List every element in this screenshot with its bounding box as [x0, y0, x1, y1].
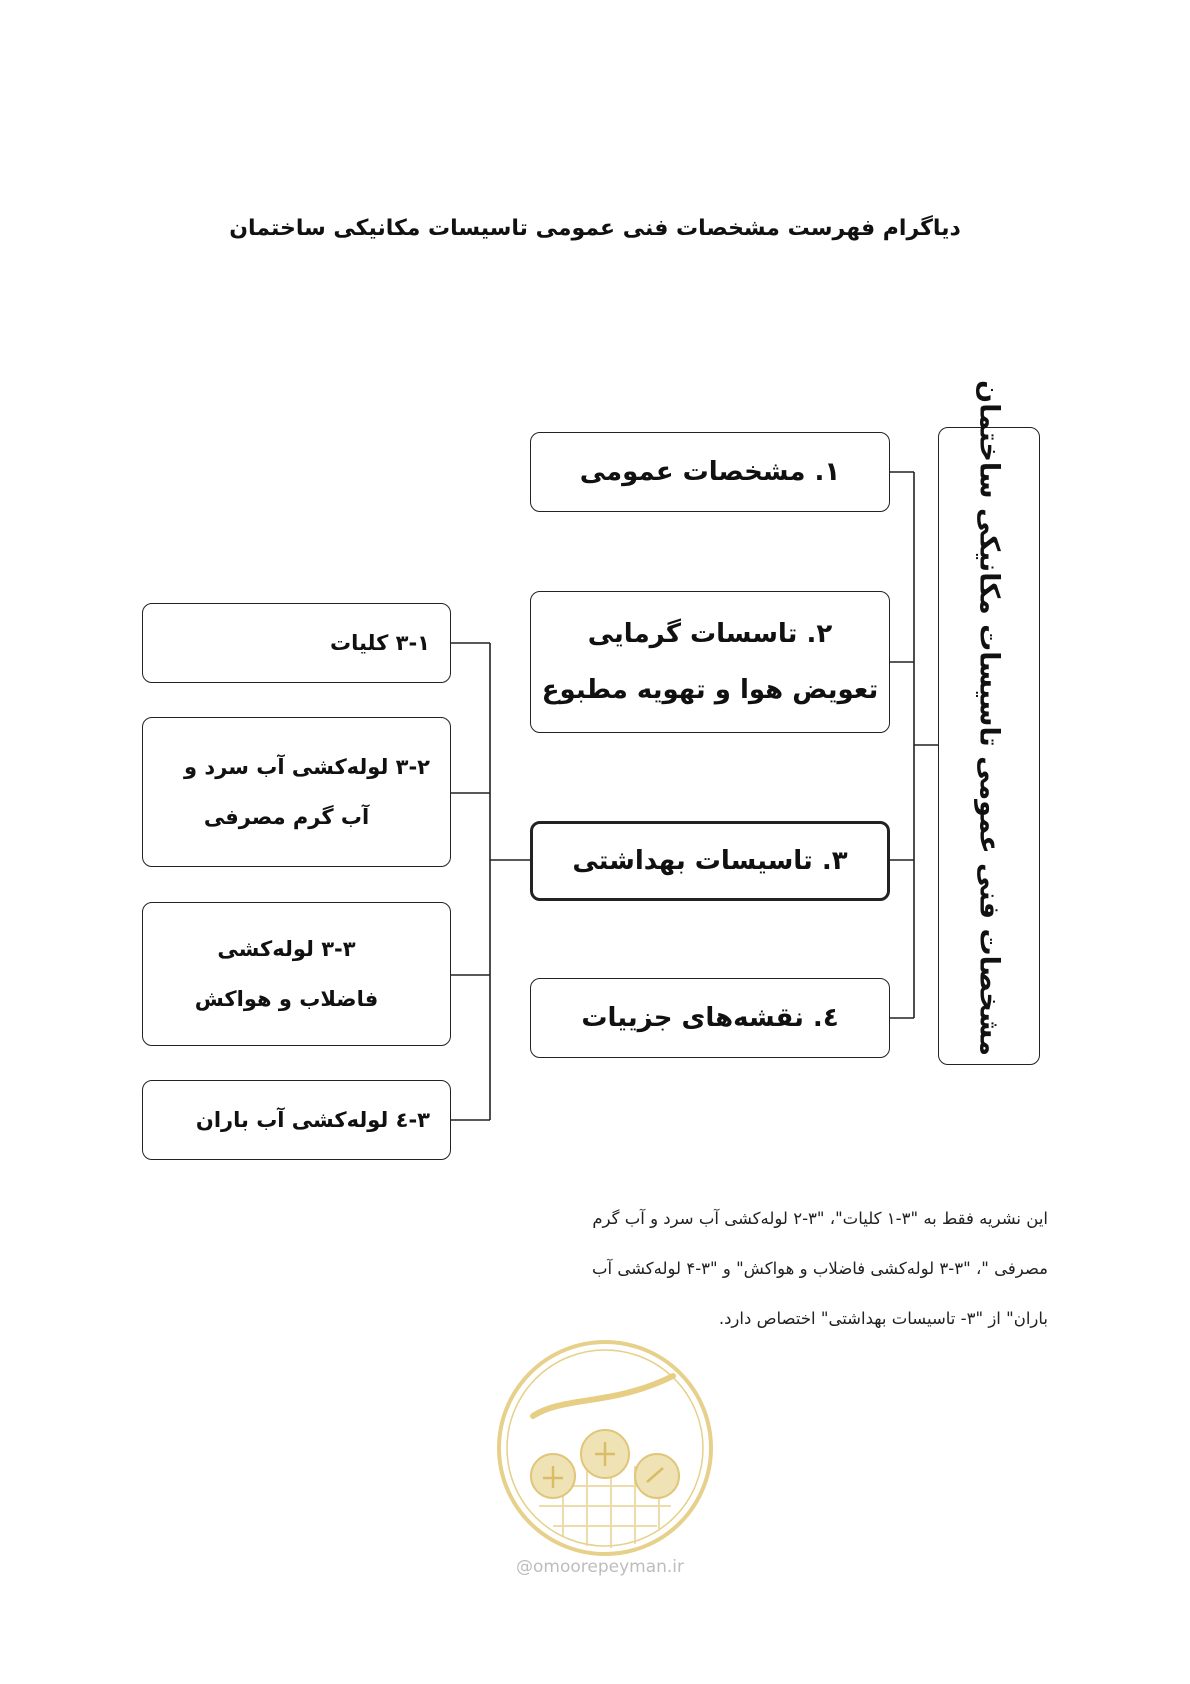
subsection-rainwater: [142, 1080, 451, 1160]
section-plumbing: [530, 821, 890, 901]
watermark-site: @omoorepeyman.ir: [515, 1557, 685, 1577]
note-line: این نشریه فقط به "۳-۱ کلیات"، "۳-۲ لوله‌کشی آب سرد و آب گرم: [592, 1209, 1048, 1228]
section-label-line2: تعویض هوا و تهویه مطبوع: [541, 675, 879, 705]
subsection-label: ۳-۱ کلیات: [329, 631, 430, 655]
watermark-logo: [493, 1336, 717, 1560]
root-label: مشخصات فنی عمومی تاسیسات مکانیکی ساختمان: [973, 380, 1005, 1056]
section-label: ۳. تاسیسات بهداشتی: [572, 846, 848, 876]
subsection-water-piping: [142, 717, 451, 867]
note-line: مصرفی "، "۳-۳ لوله‌کشی فاضلاب و هواکش" و "۳-۴ لوله‌کشی آب: [591, 1259, 1048, 1278]
root-box: [938, 380, 1040, 1065]
subsection-drainage-vent: [142, 902, 451, 1046]
section-label: ۲. تاسسات گرمایی: [587, 619, 833, 649]
scope-note: [560, 1194, 1048, 1344]
subsection-label: ۳-۳ لوله‌کشی: [217, 937, 356, 961]
subsection-general: [142, 603, 451, 683]
subsection-label-line2: فاضلاب و هواکش: [194, 987, 379, 1011]
section-hvac: [530, 591, 890, 733]
subsection-label-line2: آب گرم مصرفی: [203, 805, 370, 829]
page-title: دیاگرام فهرست مشخصات فنی عمومی تاسیسات مکانیکی ساختمان: [229, 216, 961, 241]
note-line: باران" از "۳- تاسیسات بهداشتی" اختصاص دارد.: [718, 1309, 1048, 1328]
section-label: ٤. نقشه‌های جزییات: [581, 1003, 839, 1033]
section-general: [530, 432, 890, 512]
section-detail-drawings: [530, 978, 890, 1058]
section-label: ۱. مشخصات عمومی: [579, 457, 841, 487]
subsection-label: ۳-٤ لوله‌کشی آب باران: [195, 1108, 430, 1132]
subsection-label: ۳-۲ لوله‌کشی آب سرد و: [184, 755, 430, 779]
